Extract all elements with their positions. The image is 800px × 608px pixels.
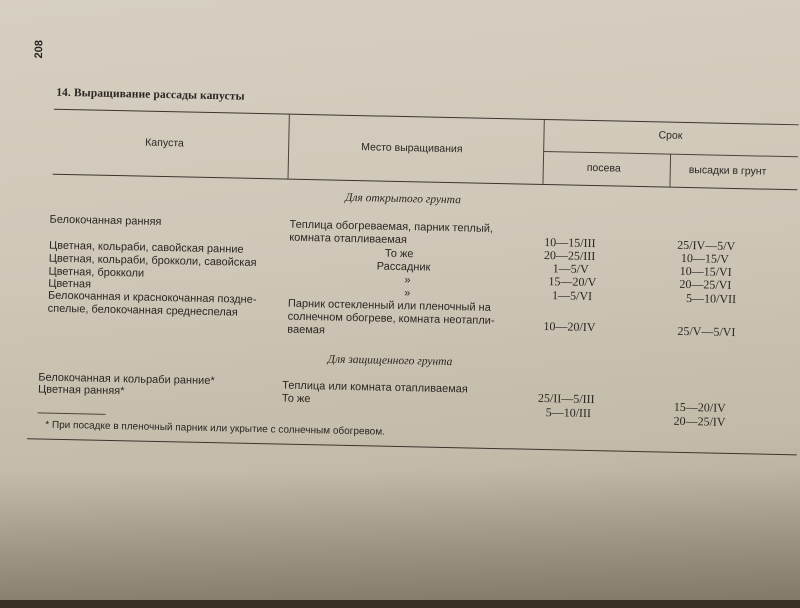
planting-date: 15—20/IV [673, 399, 726, 415]
header-place: Место выращивания [361, 141, 463, 156]
sowing-date: 1—5/V [552, 261, 589, 276]
place-cell: Теплица или комната отапливаемая [282, 379, 468, 396]
place-cell: солнечном обогреве, комната неотапли- [287, 310, 495, 327]
section-open-ground: Для открытого грунта [345, 191, 462, 207]
col-divider-1 [288, 114, 290, 179]
header-cabbage: Капуста [145, 136, 184, 150]
planting-date: 25/V—5/VI [677, 323, 736, 340]
place-cell: комната отапливаемая [289, 231, 408, 247]
sowing-date: 10—15/III [544, 235, 596, 251]
sowing-date: 15—20/V [548, 274, 597, 290]
sowing-date: 1—5/VI [551, 288, 593, 304]
cabbage-cell: Цветная, брокколи [48, 265, 145, 280]
sowing-date: 20—25/III [543, 248, 596, 264]
page-number: 208 [32, 39, 46, 59]
sowing-date: 5—10/III [545, 405, 592, 421]
header-term: Срок [658, 129, 683, 142]
cabbage-cell: Цветная, кольраби, савойская ранние [48, 239, 244, 256]
footnote: * При посадке в пленочный парник или укрытие с солнечным обогревом. [45, 419, 386, 438]
col-divider-3 [669, 154, 671, 187]
cabbage-cell: Белокочанная и кольраби ранние* [38, 371, 215, 388]
place-cell: Теплица обогреваемая, парник теплый, [289, 218, 494, 235]
planting-date: 10—15/V [680, 250, 730, 266]
place-cell: То же [281, 392, 311, 406]
place-cell: То же [384, 247, 414, 261]
planting-date: 5—10/VII [685, 290, 737, 307]
cabbage-cell: Цветная, кольраби, брокколи, савойская [48, 252, 257, 269]
table-bottom-rule [27, 438, 797, 455]
planting-date: 25/IV—5/V [677, 237, 736, 254]
cabbage-cell: Цветная [48, 277, 92, 291]
table-top-rule [54, 109, 799, 126]
sowing-date: 10—20/IV [543, 319, 596, 335]
ditto-mark: » [404, 274, 411, 287]
planting-date: 20—25/IV [673, 413, 726, 429]
planting-date: 10—15/VI [679, 263, 732, 279]
cabbage-cell: Белокочанная ранняя [49, 213, 162, 228]
table-title: 14. Выращивание рассады капусты [56, 86, 245, 103]
cabbage-cell: Белокочанная и краснокочанная позднe- [47, 289, 257, 306]
footnote-rule [38, 412, 106, 414]
planting-date: 20—25/VI [679, 276, 732, 292]
sowing-date: 25/II—5/III [537, 390, 595, 407]
header-sowing: посева [586, 161, 621, 175]
page-shadow [0, 470, 800, 600]
cabbage-cell: Цветная ранняя* [37, 383, 125, 398]
section-protected-ground: Для защищенного грунта [327, 353, 453, 369]
place-cell: Рассадник [376, 260, 431, 274]
place-cell: ваемая [287, 323, 326, 337]
header-planting: высадки в грунт [688, 164, 767, 178]
header-bottom-rule [53, 174, 798, 191]
ditto-mark: » [404, 287, 411, 300]
place-cell: Парник остекленный или пленочный на [287, 297, 491, 314]
cabbage-cell: спелые, белокочанная среднеспелая [47, 302, 238, 319]
